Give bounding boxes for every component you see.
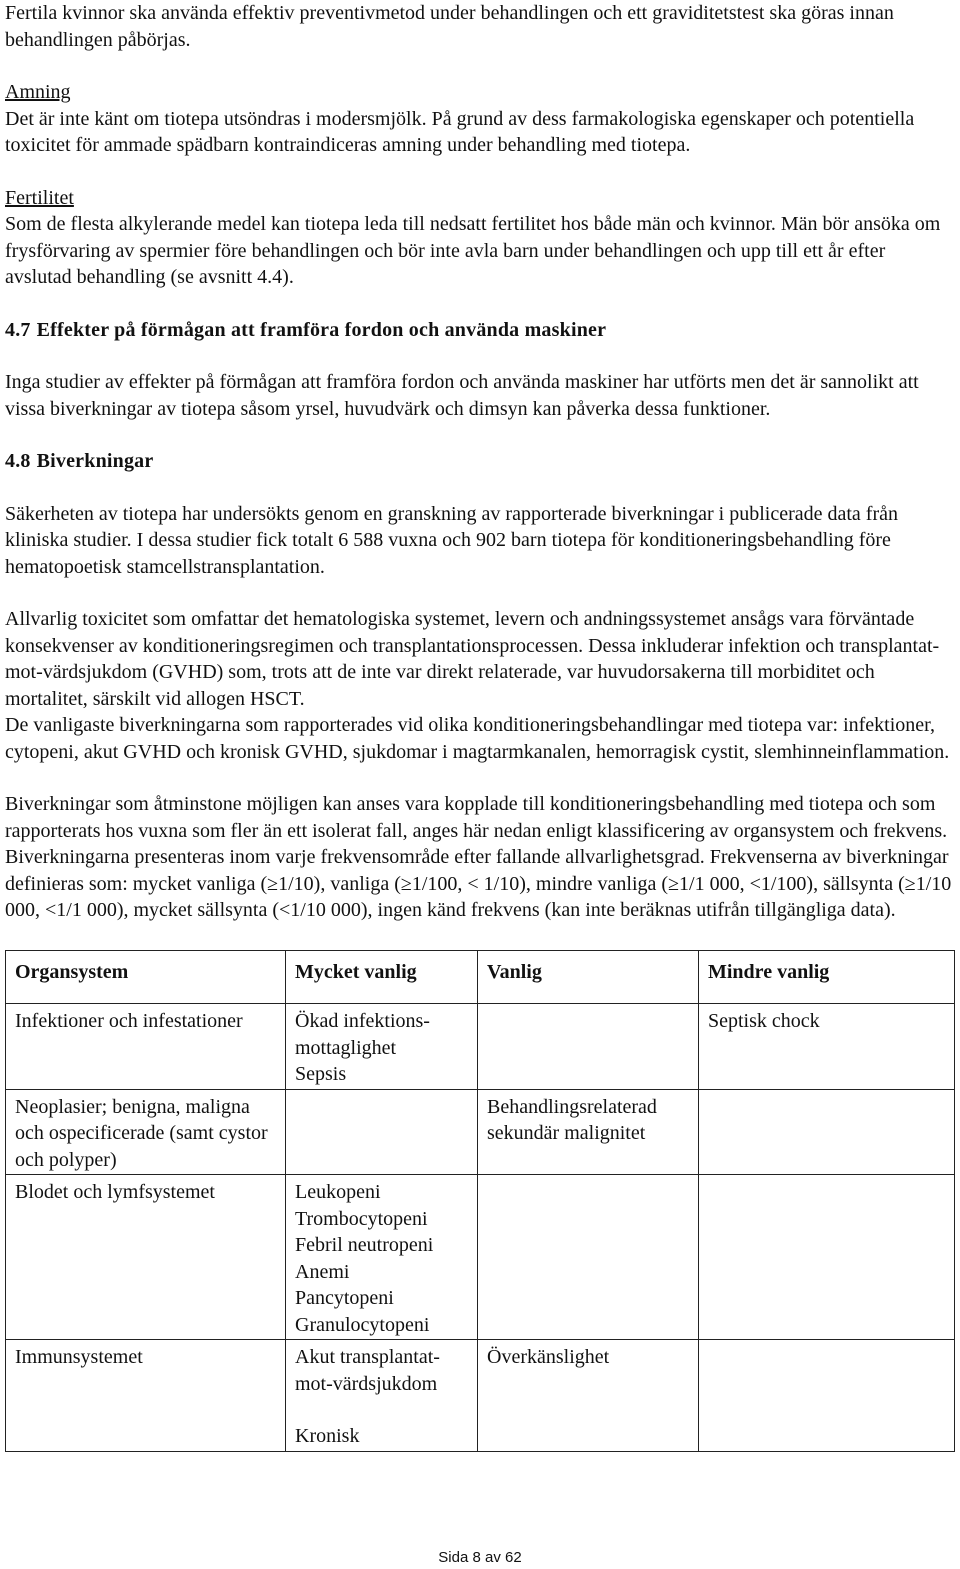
table-cell-value: Septisk chock	[708, 1010, 820, 1032]
table-cell-uncommon	[699, 1089, 955, 1175]
table-cell-value: Kronisk	[295, 1425, 360, 1447]
table-cell-value: Anemi	[295, 1260, 350, 1283]
adverse-reactions-table	[5, 950, 955, 1452]
table-cell-organ: Blodet och lymfsystemet	[6, 1175, 286, 1340]
table-cell-value: Pancytopeni	[295, 1287, 394, 1309]
table-cell-value: Ökad infektions-	[295, 1010, 430, 1032]
table-cell-value: Behandlingsrelaterad	[487, 1095, 657, 1118]
table-cell-value: Granulocytopeni	[295, 1313, 430, 1336]
table-cell-common	[478, 1340, 699, 1452]
fertilitet-paragraph: Som de flesta alkylerande medel kan tiotepa leda till nedsatt fertilitet hos både män och kvinnor. Män bör ansöka om frysförvaring av spermier före behandlingen och bör inte avla barn under behandlingen och upp till ett år efter avslutad behandling (se avsnitt 4.4).	[5, 213, 941, 288]
table-cell-uncommon	[699, 1340, 955, 1452]
table-row	[6, 1004, 955, 1090]
section-4-8-title: Biverkningar	[36, 450, 154, 472]
section-4-8-paragraph-4: Biverkningar som åtminstone möjligen kan anses vara kopplade till konditioneringsbehandling med tiotepa och som rapporterats hos vuxna som fler än ett isolerat fall, anges här nedan enligt klassificering av organsystem och frekvens. Biverkningarna presenteras inom varje frekvensområde efter fallande allvarlighetsgrad. Frekvenserna av biverkningar definieras som: mycket vanliga (≥1/10), vanliga (≥1/100, < 1/10), mindre vanliga (≥1/1 000, <1/100), sällsynta (≥1/10 000, <1/1 000), mycket sällsynta (<1/10 000), ingen känd frekvens (kan inte beräknas utifrån tillgängliga data).	[5, 793, 952, 921]
amning-heading: Amning	[5, 81, 71, 103]
table-row	[6, 1340, 955, 1452]
section-4-7-paragraph: Inga studier av effekter på förmågan att framföra fordon och använda maskiner har utförts men det är sannolikt att vissa biverkningar av tiotepa såsom yrsel, huvudvärk och dimsyn kan påverka dessa funktioner.	[5, 371, 919, 420]
page-footer: Sida 8 av 62	[438, 1549, 522, 1566]
table-cell-uncommon	[699, 1175, 955, 1340]
table-header-cell: Mycket vanlig	[286, 950, 478, 1004]
table-header-cell: Organsystem	[6, 950, 286, 1004]
section-4-7-title: Effekter på förmågan att framföra fordon och använda maskiner	[36, 318, 607, 341]
table-cell-common	[478, 1175, 699, 1340]
table-cell-value: Sepsis	[295, 1063, 347, 1085]
table-row	[6, 1175, 955, 1340]
table-cell-very-common	[286, 1175, 478, 1340]
section-4-8-number: 4.8	[5, 450, 31, 472]
table-cell-organ: Infektioner och infestationer	[6, 1004, 286, 1090]
table-cell-very-common	[286, 1340, 478, 1452]
table-header-cell: Mindre vanlig	[699, 950, 955, 1004]
section-4-7-number: 4.7	[5, 318, 31, 341]
table-cell-value: mottaglighet	[295, 1036, 397, 1059]
section-4-8-paragraph-1: Säkerheten av tiotepa har undersökts genom en granskning av rapporterade biverkningar i publicerade data från kliniska studier. I dessa studier fick totalt 6 588 vuxna och 902 barn tiotepa för konditioneringsbehandling före hematopoetisk stamcellstransplantation.	[5, 502, 898, 578]
document-page	[5, 0, 953, 1452]
table-cell-value: mot-värdsjukdom	[295, 1372, 438, 1395]
amning-paragraph: Det är inte känt om tiotepa utsöndras i modersmjölk. På grund av dess farmakologiska egenskaper och potentiella toxicitet för ammade spädbarn kontraindiceras amning under behandling med tiotepa.	[5, 107, 915, 156]
table-cell-value: Överkänslighet	[487, 1346, 610, 1368]
table-cell-value: sekundär malignitet	[487, 1122, 646, 1144]
table-row	[6, 1089, 955, 1175]
table-header-row	[6, 950, 955, 1004]
fertilitet-heading: Fertilitet	[5, 186, 74, 209]
table-cell-value: Trombocytopeni	[295, 1207, 428, 1230]
table-cell-very-common	[286, 1089, 478, 1175]
intro-paragraph: Fertila kvinnor ska använda effektiv preventivmetod under behandlingen och ett graviditetstest ska göras innan behandlingen påbörjas.	[5, 2, 894, 51]
table-cell-value: Febril neutropeni	[295, 1234, 434, 1256]
section-4-8-heading	[5, 448, 953, 475]
table-cell-common	[478, 1004, 699, 1090]
table-cell-value: Akut transplantat-	[295, 1346, 440, 1368]
table-cell-common	[478, 1089, 699, 1175]
table-cell-uncommon	[699, 1004, 955, 1090]
section-4-8-paragraph-3: De vanligaste biverkningarna som rapporterades vid olika konditioneringsbehandlingar med tiotepa var: infektioner, cytopeni, akut GVHD och kronisk GVHD, sjukdomar i magtarmkanalen, hemorragisk cystit, slemhinneinflammation.	[5, 714, 950, 763]
section-4-8-paragraph-2: Allvarlig toxicitet som omfattar det hematologiska systemet, levern och andningssystemet ansågs vara förväntade konsekvenser av konditioneringsregimen och transplantationsprocessen. Dessa inkluderar infektion och transplantat-mot-värdsjukdom (GVHD) som, trots att de inte var direkt relaterade, var huvudorsakerna till morbiditet och mortalitet, särskilt vid allogen HSCT.	[5, 608, 940, 710]
table-header-cell: Vanlig	[478, 950, 699, 1004]
table-cell-value: Leukopeni	[295, 1181, 381, 1203]
table-cell-very-common	[286, 1004, 478, 1090]
section-4-7-heading	[5, 317, 953, 344]
table-cell-organ: Neoplasier; benigna, maligna och ospecificerade (samt cystor och polyper)	[6, 1089, 286, 1175]
table-cell-organ: Immunsystemet	[6, 1340, 286, 1452]
